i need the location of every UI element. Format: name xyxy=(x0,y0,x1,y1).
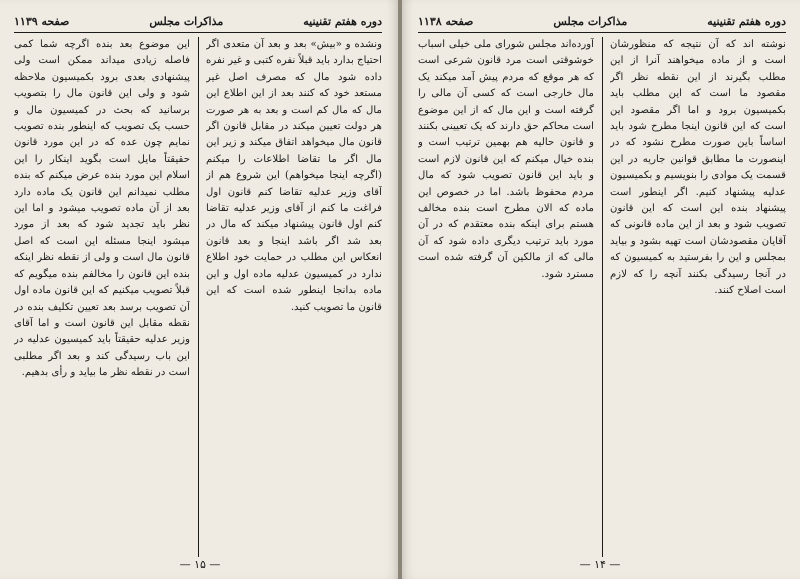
header-title: مذاکرات مجلس xyxy=(553,14,628,28)
header-title: مذاکرات مجلس xyxy=(149,14,224,28)
book-gutter xyxy=(398,0,402,579)
page-footer: — ۱۴ — xyxy=(579,558,621,571)
column-divider xyxy=(602,37,603,557)
page-1138 xyxy=(400,0,800,579)
paragraph: نوشته اند که آن نتیجه که منظورشان است و از ماده میخواهند آنرا از این مطلب بگیرند از این نقطه نظر اگر مقصود ما است که این مطلب باید بکمیسیون برود و اما اگر مقصود این است که این قانون اینجا مطرح شود باید اساساً باین صورت مطرح نشود که در اینصورت ما مطابق قوانین جاریه در این قسمت یک موادی را بنویسیم و بکمیسیون عدلیه پیشنهاد کنیم. اگر اینطور است پیشنهاد بنده این است که این قانون تصویب شود و بعد از این ماده قانونی که آقایان مقصودشان است تهیه بشود و بیاید بمجلس و این را بفرستید به کمیسیون که در آنجا رسیدگی بکنند آنچه را که لازم است اصلاح کنند. xyxy=(610,39,786,297)
text-column-left xyxy=(418,37,594,557)
text-columns xyxy=(418,37,786,557)
page-header xyxy=(418,12,786,33)
paragraph: آورده‌اند مجلس شورای ملی خیلی اسباب خوشوقتی است مرد قانون شرعی است که هر موقع که مردم پیش آمد میکند یک مال خارجی است که کسی آن مالی را گرفته است و این مال که از این موضوع است محاکم حق دارند که یک تعیینی بکنند و قانون حالیه هم بهمین ترتیب است و بنده خیال میکنم که این قانون لازم است و باید این قانون تصویب شود که مال مردم محفوظ باشد. اما در خصوص این ماده که الان مطرح است بنده مخالف هستم برای اینکه بنده معتقدم که در آن مورد باید ترتیب دیگری داده شود که آن مالی که از مالکین آن گرفته شده است مسترد شود. xyxy=(418,39,594,280)
header-page-number: صفحه ۱۱۳۹ xyxy=(14,14,70,28)
header-page-number: صفحه ۱۱۳۸ xyxy=(418,14,474,28)
text-column-right xyxy=(206,37,382,557)
header-volume: دوره هفتم تقنینیه xyxy=(707,14,786,28)
text-column-right xyxy=(610,37,786,557)
column-divider xyxy=(198,37,199,557)
text-column-left xyxy=(14,37,190,557)
paragraph: ونشده و «بیش» بعد و بعد آن متعدی اگر احتیاج بدارد باید قبلاً نفره کتبی و غیر نفره داده شود مال که مصرف اصل غیر مستعد خود که کنند بعد از این اطلاع این مال که مال کم است و بعد به هر صورت هر دولت تعیین میکند در مقابل قانون اگر قانون مال میخواهد اتفاق میکند و زیر این مال اگر ما تقاضا اطلاعات را میکنم (اگرچه اینجا میخواهم) این شروع هم از آقای وزیر عدلیه تقاضا کنم قانون اول فراغت ما کنم از آقای وزیر عدلیه تقاضا کنم اول قانون پیشنهاد میکند که مال در بعد شد اگر باشد اینجا و بعد قانون انعکاس این مطلب در حمایت خود اطلاع ندارد در کمیسیون عدلیه ماده اول و این ماده بدانجا اینطور شده است که این قانون ما تصویب کنید. xyxy=(206,39,382,313)
text-columns xyxy=(14,37,382,557)
page-header xyxy=(14,12,382,33)
paragraph: این موضوع بعد بنده اگرچه شما کمی فاصله زیادی میداند ممکن است ولی پیشنهادی بعدی برود بکمیسیون ملاحظه شود و ولی این قانون مال را بتصویب برسانید که بحث در کمیسیون مال و حسب یک تصویب که اینطور بنده تصویب نمایم چون عده که در این مورد قانون حقیقتاً مایل است بگوید اینکار را این اسلام این مورد بنده عرض میکنم که بنده مطلب نمیدانم این قانون یک ماده دارد بعد از آن ماده تصویب میشود و اما این نظر باید تجدید شود که بعد از مورد میشود اینجا مسئله این است که اصل قانون مال است و ولی از نقطه نظر اینکه بنده این قانون را مخالفم بنده میگویم که قبلاً تصویب میکنیم که این قانون ماده اول آن تصویب برسد بعد تعیین تکلیف بنده در نقطه مقابل این قانون است و اما آقای وزیر عدلیه حقیقتاً باید کمیسیون عدلیه در این باب رسیدگی کند و بعد اگر مطلبی است در نقطه نظر ما بیاید و رأی بدهیم. xyxy=(14,39,190,379)
header-volume: دوره هفتم تقنینیه xyxy=(303,14,382,28)
page-footer: — ۱۵ — xyxy=(179,558,221,571)
